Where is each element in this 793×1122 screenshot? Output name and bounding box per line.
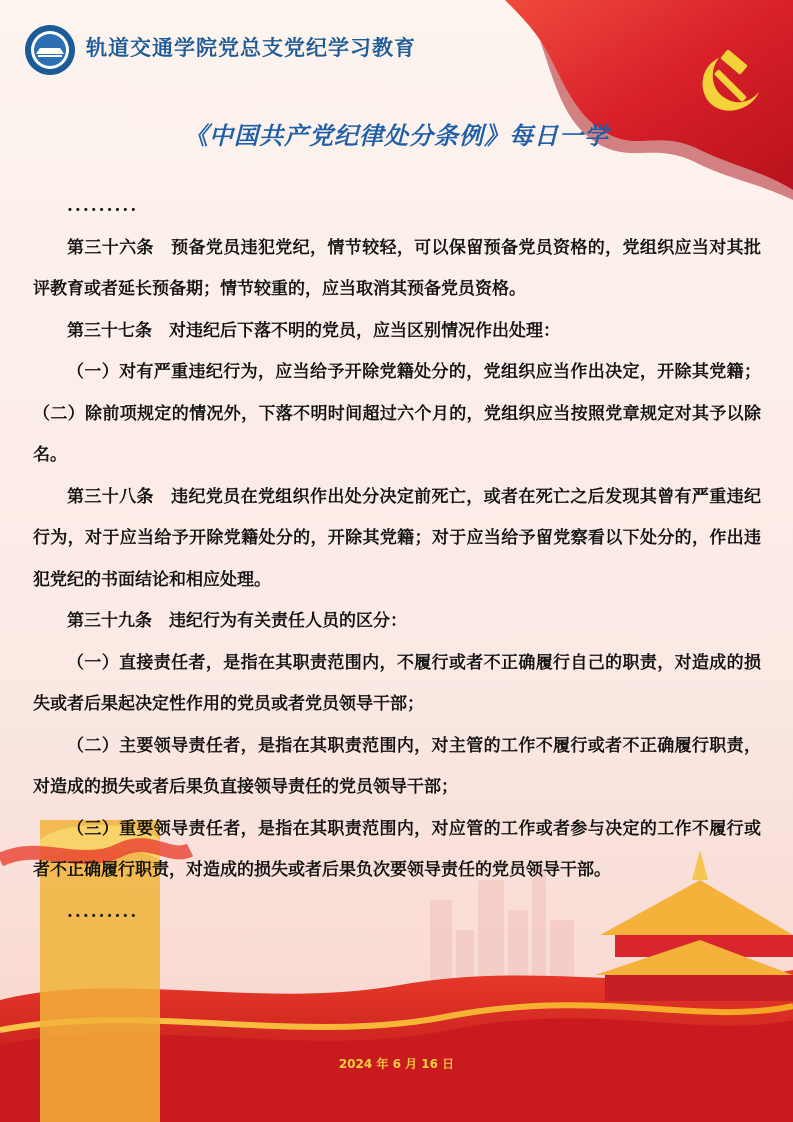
paragraph-article-39-item-2: （二）主要领导责任者，是指在其职责范围内，对主管的工作不履行或者不正确履行职责，对造成的损失或者后果负直接领导责任的党员领导干部； xyxy=(33,735,761,797)
paragraph-article-39-item-3: （三）重要领导责任者，是指在其职责范围内，对应管的工作或者参与决定的工作不履行或者不正确履行职责，对造成的损失或者后果负次要领导责任的党员领导干部。 xyxy=(33,818,761,880)
university-seal-icon xyxy=(24,24,76,76)
paragraph-article-38: 第三十八条 违纪党员在党组织作出处分决定前死亡，或者在死亡之后发现其曾有严重违纪行为，对于应当给予开除党籍处分的，开除其党籍；对于应当给予留党察看以下处分的，作出违犯党纪的书面结论和相应处理。 xyxy=(33,486,761,590)
main-heading: 《中国共产党纪律处分条例》每日一学 xyxy=(184,122,609,150)
ellipsis-top: ......... xyxy=(67,196,139,216)
paragraph-article-39-item-1: （一）直接责任者，是指在其职责范围内，不履行或者不正确履行自己的职责，对造成的损失或者后果起决定性作用的党员或者党员领导干部； xyxy=(33,652,761,714)
paragraph-article-37-items: （一）对有严重违纪行为，应当给予开除党籍处分的，党组织应当作出决定，开除其党籍；（二）除前项规定的情况外，下落不明时间超过六个月的，党组织应当按照党章规定对其予以除名。 xyxy=(33,362,761,465)
party-hammer-sickle-icon xyxy=(693,46,769,122)
ellipsis-bottom: ......... xyxy=(67,901,139,922)
footer-date: 2024 年 6 月 16 日 xyxy=(338,1057,455,1071)
header-title: 轨道交通学院党总支党纪学习教育 xyxy=(86,36,416,60)
paragraph-article-37: 第三十七条 对违纪后下落不明的党员，应当区别情况作出处理： xyxy=(67,320,560,341)
paragraph-article-36: 第三十六条 预备党员违犯党纪，情节较轻，可以保留预备党员资格的，党组织应当对其批评教育或者延长预备期；情节较重的，应当取消其预备党员资格。 xyxy=(33,237,761,299)
article-body xyxy=(33,186,761,933)
paragraph-article-39: 第三十九条 违纪行为有关责任人员的区分： xyxy=(67,611,407,631)
